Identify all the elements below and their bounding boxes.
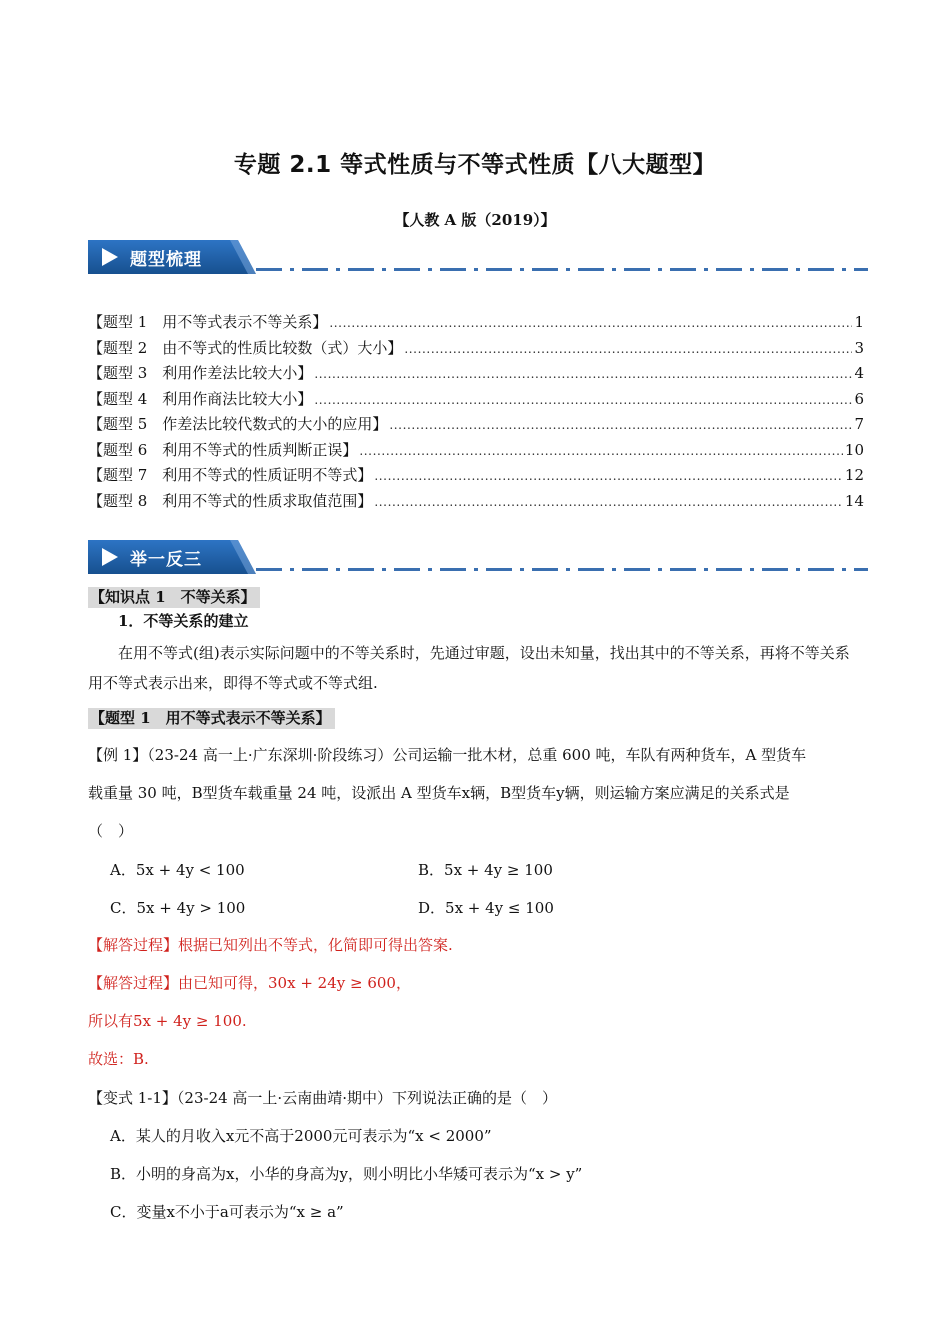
example-line: 【例 1】（23-24 高一上·广东深圳·阶段练习）公司运输一批木材，总重 600 吨，车队有两种货车，A 型货车	[88, 746, 807, 764]
toc-page-number: 4	[854, 364, 864, 382]
option-b: B．5x + 4y ≥ 100	[418, 861, 553, 879]
toc-label: 【题型 2 由不等式的性质比较数（式）大小】	[88, 338, 403, 357]
section-banner-practice	[88, 540, 868, 574]
example-1-solution	[88, 926, 864, 1078]
toc-leader-dots	[389, 413, 852, 439]
analysis-line: 【解答过程】根据已知列出不等式，化简即可得出答案.	[88, 936, 453, 954]
toc-page-number: 12	[844, 466, 864, 484]
toc-page-number: 7	[854, 415, 864, 433]
knowledge-section	[88, 587, 864, 698]
toc-page-number: 6	[854, 389, 864, 408]
option-c: C．5x + 4y > 100	[110, 899, 246, 917]
table-of-contents	[88, 310, 864, 514]
toc-label: 【题型 3 利用作差法比较大小】	[88, 364, 313, 382]
toc-leader-dots	[329, 311, 852, 337]
type1-section	[88, 708, 864, 729]
toc-item[interactable]	[88, 463, 864, 489]
variant-1-1	[88, 1079, 864, 1231]
dashed-divider	[256, 268, 868, 271]
toc-item[interactable]	[88, 336, 864, 362]
knowledge-text: 在用不等式(组)表示实际问题中的不等关系时，先通过审题，设出未知量，找出其中的不等关系，再将不等关系用不等式表示出来，即得不等式或不等式组.	[88, 644, 850, 692]
toc-leader-dots	[374, 490, 843, 516]
example-line: （ ）	[88, 822, 134, 840]
example-1	[88, 736, 864, 850]
toc-label: 【题型 4 利用作商法比较大小】	[88, 389, 313, 408]
toc-leader-dots	[374, 464, 843, 490]
toc-leader-dots	[314, 362, 852, 388]
toc-label: 【题型 8 利用不等式的性质求取值范围】	[88, 491, 373, 510]
toc-item[interactable]	[88, 489, 864, 515]
variant-option-c: C．变量x不小于a可表示为“x ≥ a”	[110, 1203, 344, 1221]
toc-item[interactable]	[88, 412, 864, 438]
example-line: 载重量 30 吨，B型货车载重量 24 吨，设派出 A 型货车x辆，B型货车y辆，则运输方案应满足的关系式是	[88, 784, 790, 802]
toc-label: 【题型 5 作差法比较代数式的大小的应用】	[88, 415, 388, 433]
toc-page-number: 1	[854, 313, 864, 331]
toc-item[interactable]	[88, 361, 864, 387]
toc-item[interactable]	[88, 310, 864, 336]
toc-label: 【题型 6 利用不等式的性质判断正误】	[88, 440, 358, 459]
toc-leader-dots	[359, 439, 843, 465]
page-title: 专题 2.1 等式性质与不等式性质【八大题型】	[233, 152, 717, 178]
variant-option-b: B．小明的身高为x，小华的身高为y，则小明比小华矮可表示为“x > y”	[110, 1165, 583, 1183]
toc-item[interactable]	[88, 387, 864, 413]
option-d: D．5x + 4y ≤ 100	[418, 899, 554, 917]
banner-label: 举一反三	[130, 550, 202, 570]
variant-line: 【变式 1-1】（23-24 高一上·云南曲靖·期中）下列说法正确的是（ ）	[88, 1089, 557, 1107]
toc-label: 【题型 7 利用不等式的性质证明不等式】	[88, 466, 373, 484]
toc-leader-dots	[404, 337, 852, 363]
knowledge-heading: 【知识点 1 不等关系】	[88, 587, 260, 608]
toc-item[interactable]	[88, 438, 864, 464]
toc-page-number: 3	[854, 338, 864, 357]
toc-page-number: 10	[844, 440, 864, 459]
banner-label: 题型梳理	[130, 250, 202, 270]
dashed-divider	[256, 568, 868, 571]
toc-leader-dots	[314, 388, 852, 414]
type1-heading: 【题型 1 用不等式表示不等关系】	[88, 708, 335, 729]
edition-label: 【人教 A 版（2019）】	[394, 211, 556, 229]
toc-page-number: 14	[844, 491, 864, 510]
solution-line: 【解答过程】由已知可得，30x + 24y ≥ 600，	[88, 974, 411, 992]
toc-label: 【题型 1 用不等式表示不等关系】	[88, 313, 328, 331]
section-banner-toc	[88, 240, 868, 274]
answer-line: 故选：B.	[88, 1050, 149, 1068]
variant-option-a: A．某人的月收入x元不高于2000元可表示为“x < 2000”	[110, 1127, 492, 1145]
solution-line: 所以有5x + 4y ≥ 100.	[88, 1012, 247, 1030]
option-a: A．5x + 4y < 100	[110, 861, 245, 879]
knowledge-subheading: 1．不等关系的建立	[118, 612, 249, 630]
